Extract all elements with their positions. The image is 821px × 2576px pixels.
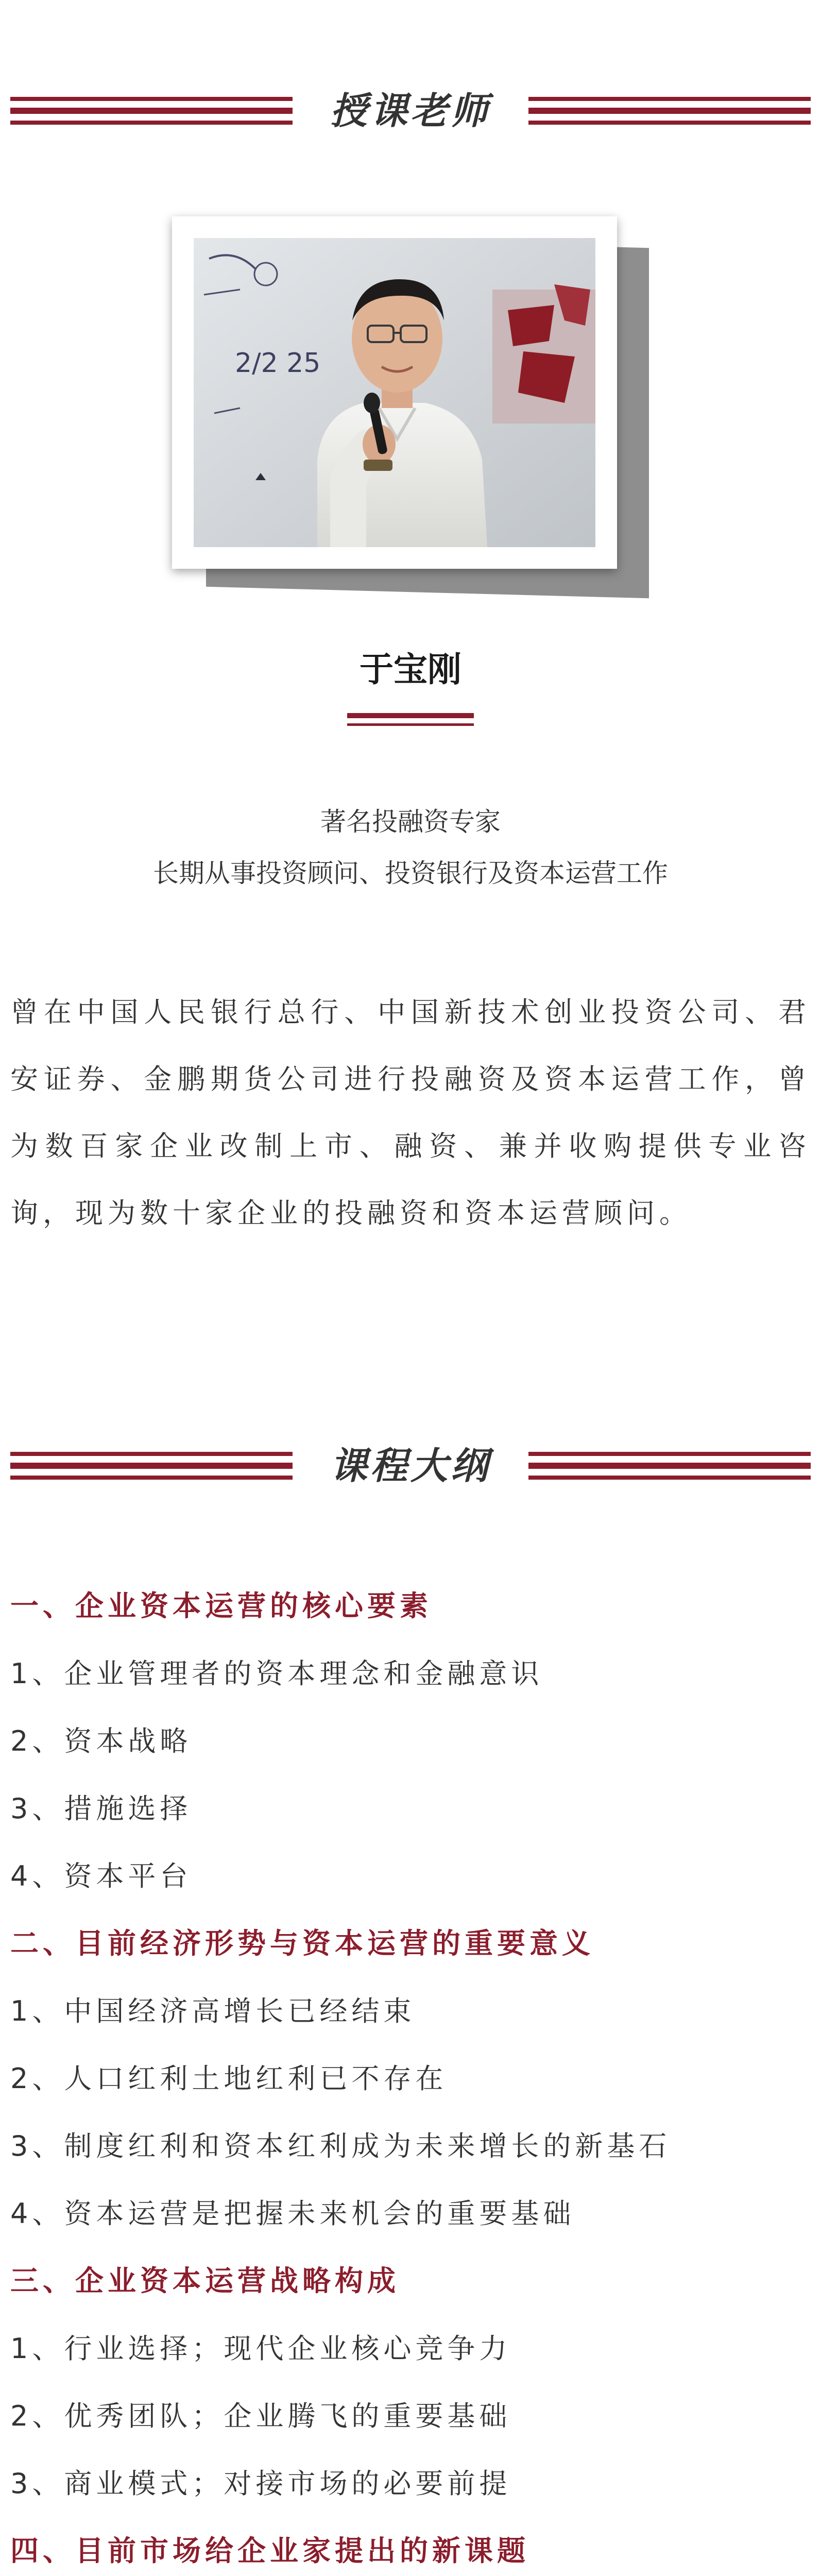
outline-subitem: 2、优秀团队；企业腾飞的重要基础 <box>10 2400 511 2432</box>
header-decor-lines-right <box>528 97 811 125</box>
outline-subitem: 1、行业选择；现代企业核心竞争力 <box>10 2332 511 2365</box>
name-underline-thin <box>347 723 474 726</box>
header-decor-lines-left <box>10 1452 293 1480</box>
outline-subitem: 2、人口红利土地红利已不存在 <box>10 2062 448 2095</box>
teacher-section-header <box>10 82 811 139</box>
whiteboard-text: 2/2 25 <box>235 348 321 379</box>
outline-subitem: 4、资本平台 <box>10 1860 192 1892</box>
teacher-photo-illustration <box>194 238 595 547</box>
teacher-intro-line-1: 著名投融资专家 <box>320 807 501 837</box>
outline-subitem: 3、措施选择 <box>10 1792 192 1825</box>
name-underline-thick <box>347 713 474 718</box>
outline-subitem: 3、制度红利和资本红利成为未来增长的新基石 <box>10 2130 671 2162</box>
teacher-photo <box>194 238 595 547</box>
outline-subitem: 3、商业模式；对接市场的必要前提 <box>10 2467 511 2500</box>
outline-subitem: 4、资本运营是把握未来机会的重要基础 <box>10 2197 575 2230</box>
outline-heading: 四、目前市场给企业家提出的新课题 <box>10 2534 530 2567</box>
outline-section-header <box>10 1437 811 1494</box>
teacher-intro-line-2: 长期从事投资顾问、投资银行及资本运营工作 <box>153 858 668 888</box>
outline-heading: 二、目前经济形势与资本运营的重要意义 <box>10 1927 595 1960</box>
outline-subitem: 1、企业管理者的资本理念和金融意识 <box>10 1657 543 1690</box>
outline-section-title: 课程大纲 <box>330 1444 491 1487</box>
teacher-photo-frame <box>172 216 617 569</box>
header-decor-lines-right <box>528 1452 811 1480</box>
outline-heading: 三、企业资本运营战略构成 <box>10 2264 400 2297</box>
teacher-name: 于宝刚 <box>360 650 461 689</box>
teacher-section-title: 授课老师 <box>330 89 491 132</box>
outline-subitem: 1、中国经济高增长已经结束 <box>10 1995 416 2027</box>
header-decor-lines-left <box>10 97 293 125</box>
teacher-bio: 曾在中国人民银行总行、中国新技术创业投资公司、君安证券、金鹏期货公司进行投融资及资本运营工作，曾为数百家企业改制上市、融资、兼并收购提供专业咨询，现为数十家企业的投融资和资本运营顾问。 <box>10 996 811 1229</box>
outline-heading: 一、企业资本运营的核心要素 <box>10 1589 433 1622</box>
outline-subitem: 2、资本战略 <box>10 1725 192 1757</box>
